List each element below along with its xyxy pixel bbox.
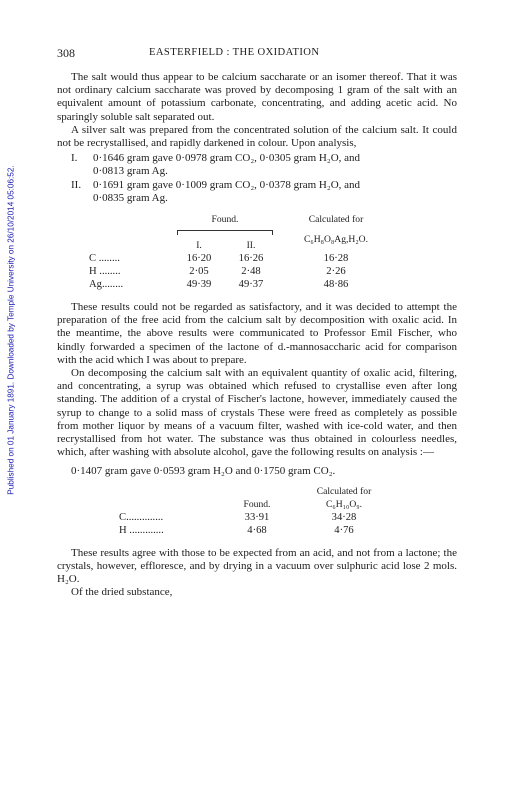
paragraph-free-acid: These results could not be regarded as satisfactory, and it was decided to attempt the preparation of the free acid from the calcium salt by decomposition with oxalic acid. In the meantime, the above results were communicated to Professor Emil Fischer, who kindly forwarded a specimen of the lactone of d.-mannosaccharic acid for comparison with the acid which I was about to prepare. [57,301,457,366]
column-i-header: I. [196,240,202,252]
found-brace [177,230,273,235]
element-cell: H ............. [119,524,164,536]
analysis-item-line: 0·1646 gram gave 0·0978 gram CO₂, 0·0305 gram H₂O, and [93,152,361,165]
analysis-item-line: 0·1691 gram gave 0·1009 gram CO₂, 0·0378 gram H₂O, and [93,178,361,191]
calculated-header: Calculated for [316,485,372,497]
table-row [119,524,403,537]
analysis-item-continuation: 0·0813 gram Ag. [93,165,168,178]
calculated-formula: C₆H₈O₈Ag,H₂O. [303,233,368,245]
analysis-item-label: II. [71,178,82,191]
analysis-item-1 [71,152,457,178]
calculated-cell: 34·28 [331,511,357,523]
paragraph-dried-substance: Of the dried substance, [71,586,173,599]
calculated-cell: 16·28 [323,253,349,265]
running-title: EASTERFIELD : THE OXIDATION [149,47,320,58]
found-i-cell: 16·20 [186,253,212,265]
element-cell: Ag........ [89,279,124,291]
paragraph-results-agree: These results agree with those to be expected from an acid, and not from a lactone; the crystals, however, effloresce, and by drying in a vacuum over sulphuric acid lose 2 mols. H₂O. [57,546,457,586]
paragraph-calcium-saccharate: The salt would thus appear to be calcium saccharate or an isomer thereof. That it was not ordinary calcium saccharate was proved by decomposing 1 gram of the salt with an equivalent amount of potassium carbonate, concentrating, and adding acetic acid. No sparingly soluble salt separated out. [57,71,457,123]
found-cell: 4·68 [247,524,267,536]
element-cell: H ........ [89,266,121,278]
calculated-formula: C₆H₁₀O₉. [325,498,363,510]
found-cell: 33·91 [244,511,270,523]
table-row [89,278,395,291]
analysis-item-continuation: 0·0835 gram Ag. [93,191,168,204]
page-header [57,46,457,62]
found-header: Found. [243,498,271,510]
found-ii-cell: 2·48 [241,266,261,278]
table-row [89,252,395,265]
analysis-item-label: I. [71,152,78,165]
found-ii-cell: 49·37 [238,279,264,291]
acid-results-table [119,485,403,537]
found-header: Found. [211,214,239,226]
table-row [89,265,395,278]
table-row [119,511,403,524]
column-ii-header: II. [246,240,256,252]
page-number: 308 [57,46,75,60]
analysis-item-2 [71,179,457,205]
found-i-cell: 2·05 [189,266,209,278]
found-ii-cell: 16·26 [238,253,264,265]
calculated-cell: 4·76 [334,524,354,536]
found-i-cell: 49·39 [186,279,212,291]
calculated-cell: 48·86 [323,279,349,291]
page-content [57,46,457,599]
calculated-header: Calculated for [308,214,364,226]
element-cell: C.............. [119,511,164,523]
element-cell: C ........ [89,253,120,265]
paragraph-silver-salt: A silver salt was prepared from the concentrated solution of the calcium salt. It could not be recrystallised, and rapidly darkened in colour. Upon analysis, [57,123,457,150]
calculated-cell: 2·26 [326,266,346,278]
download-sidebar-note [3,75,19,585]
silver-salt-results-table [89,213,395,291]
paragraph-oxalic-decomposition: On decomposing the calcium salt with an equivalent quantity of oxalic acid, filtering, and concentrating, a syrup was obtained which refused to crystallise even after long standing. The addition of a crystal of Fischer's lactone, however, immediately caused the syrup to change to a solid mass of crystals These were freed as completely as possible from mother liquor by means of a vacuum filter, washed with ice-cold water, and then recrystallised from hot water. The substance was thus obtained in colourless needles, which, after washing with absolute alcohol, gave the following results on analysis :— [57,367,457,459]
download-note-text: Published on 01 January 1891. Downloaded by Temple University on 26/10/2014 05:06:52. [6,165,16,495]
analysis-line: 0·1407 gram gave 0·0593 gram H₂O and 0·1750 gram CO₂. [71,465,336,478]
